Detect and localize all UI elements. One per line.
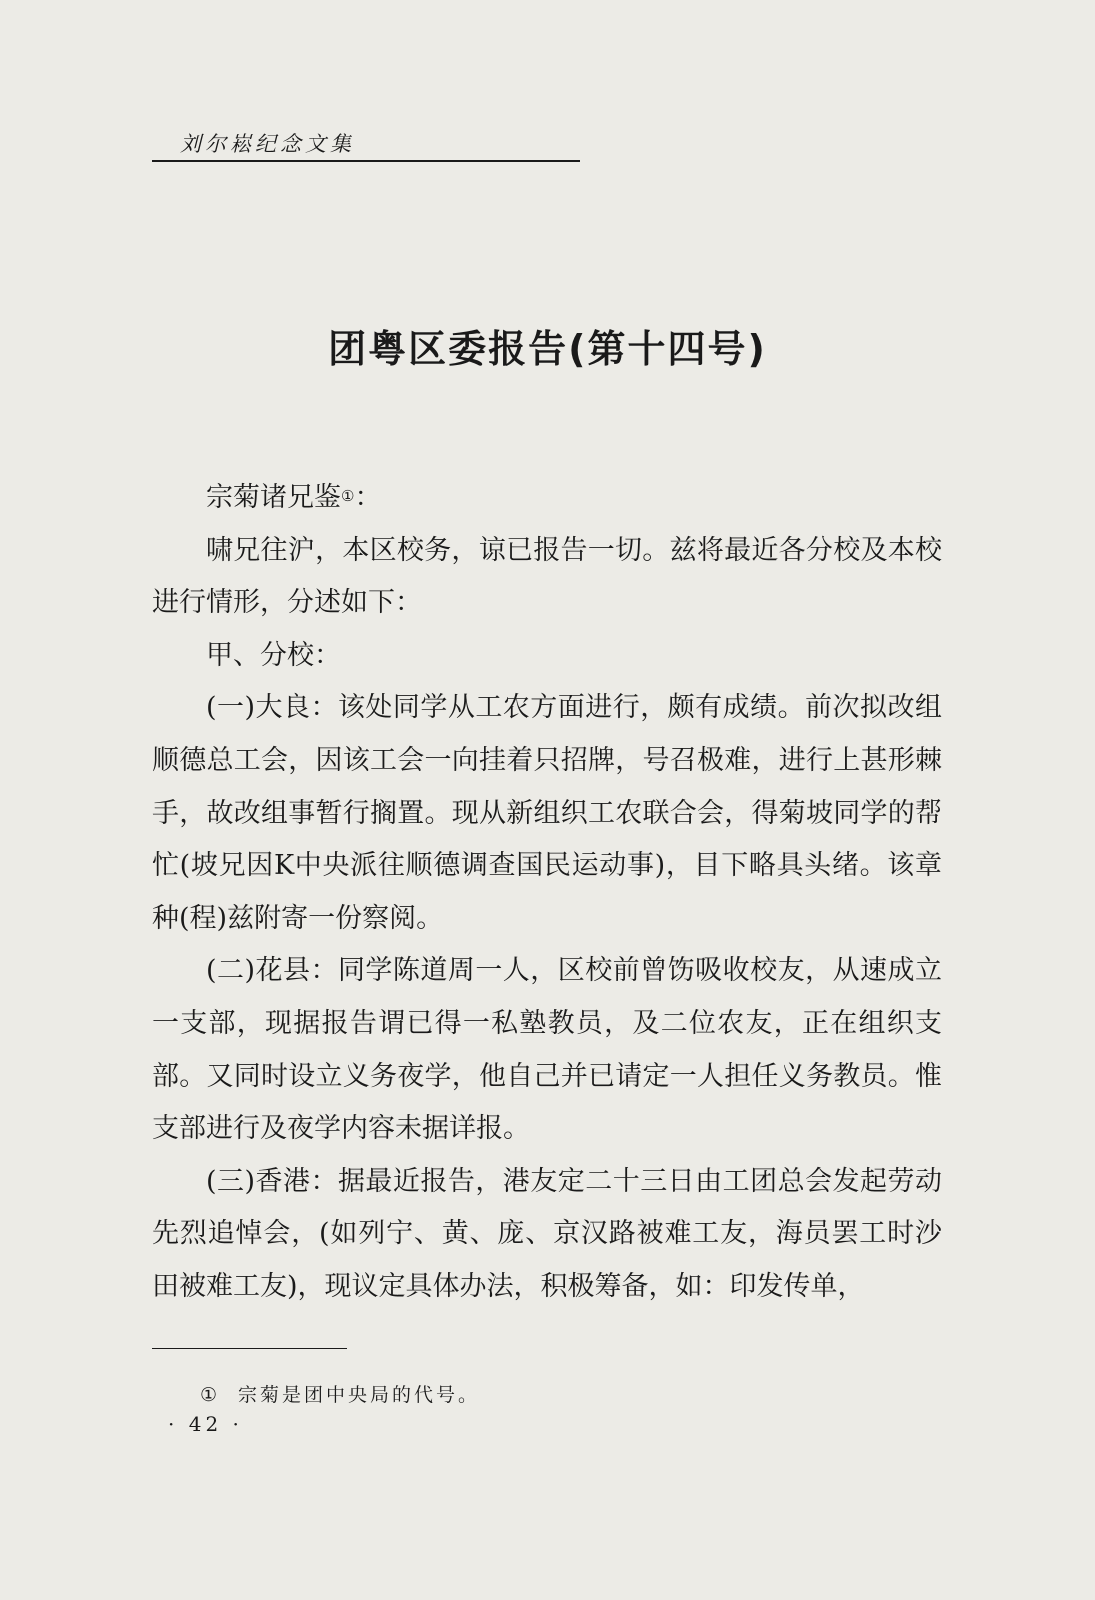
paragraph-hongkong: (三)香港：据最近报告，港友定二十三日由工团总会发起劳动先烈追悼会，(如列宁、黄、庞、京汉路被难工友，海员罢工时沙田被难工友)，现议定具体办法，积极筹备，如：印发传单，	[152, 1165, 942, 1302]
footnote-mark: ①	[200, 1384, 221, 1406]
salutation-colon: ：	[354, 482, 382, 513]
footnote-rule	[152, 1348, 347, 1349]
body-text	[152, 472, 942, 1314]
paragraph-intro: 啸兄往沪，本区校务，谅已报告一切。兹将最近各分校及本校进行情形，分述如下：	[152, 534, 942, 619]
salutation-text: 宗菊诸兄鉴	[206, 482, 341, 513]
footnote	[200, 1380, 480, 1407]
page-number: · 42 ·	[168, 1412, 243, 1436]
paragraph-daliang: (一)大良：该处同学从工农方面进行，颇有成绩。前次拟改组顺德总工会，因该工会一向挂着只招牌，号召极难，进行上甚形棘手，故改组事暂行搁置。现从新组织工农联合会，得菊坡同学的帮忙(坡兄因K中央派往顺德调查国民运动事)，目下略具头绪。该章种(程)兹附寄一份察阅。	[152, 692, 942, 934]
header-rule	[152, 160, 580, 162]
section-heading-branch-schools: 甲、分校：	[206, 639, 341, 671]
paragraph-huaxian: (二)花县：同学陈道周一人，区校前曾饬吸收校友，从速成立一支部，现据报告谓已得一私塾教员，及二位农友，正在组织支部。又同时设立义务夜学，他自己并已请定一人担任义务教员。惟支部进行及夜学内容未据详报。	[152, 955, 942, 1145]
running-head: 刘尔崧纪念文集	[180, 132, 355, 156]
footnote-text: 宗菊是团中央局的代号。	[238, 1384, 481, 1406]
salutation	[152, 472, 942, 525]
document-title: 团粤区委报告(第十四号)	[328, 327, 767, 371]
footnote-reference: ①	[341, 487, 355, 505]
